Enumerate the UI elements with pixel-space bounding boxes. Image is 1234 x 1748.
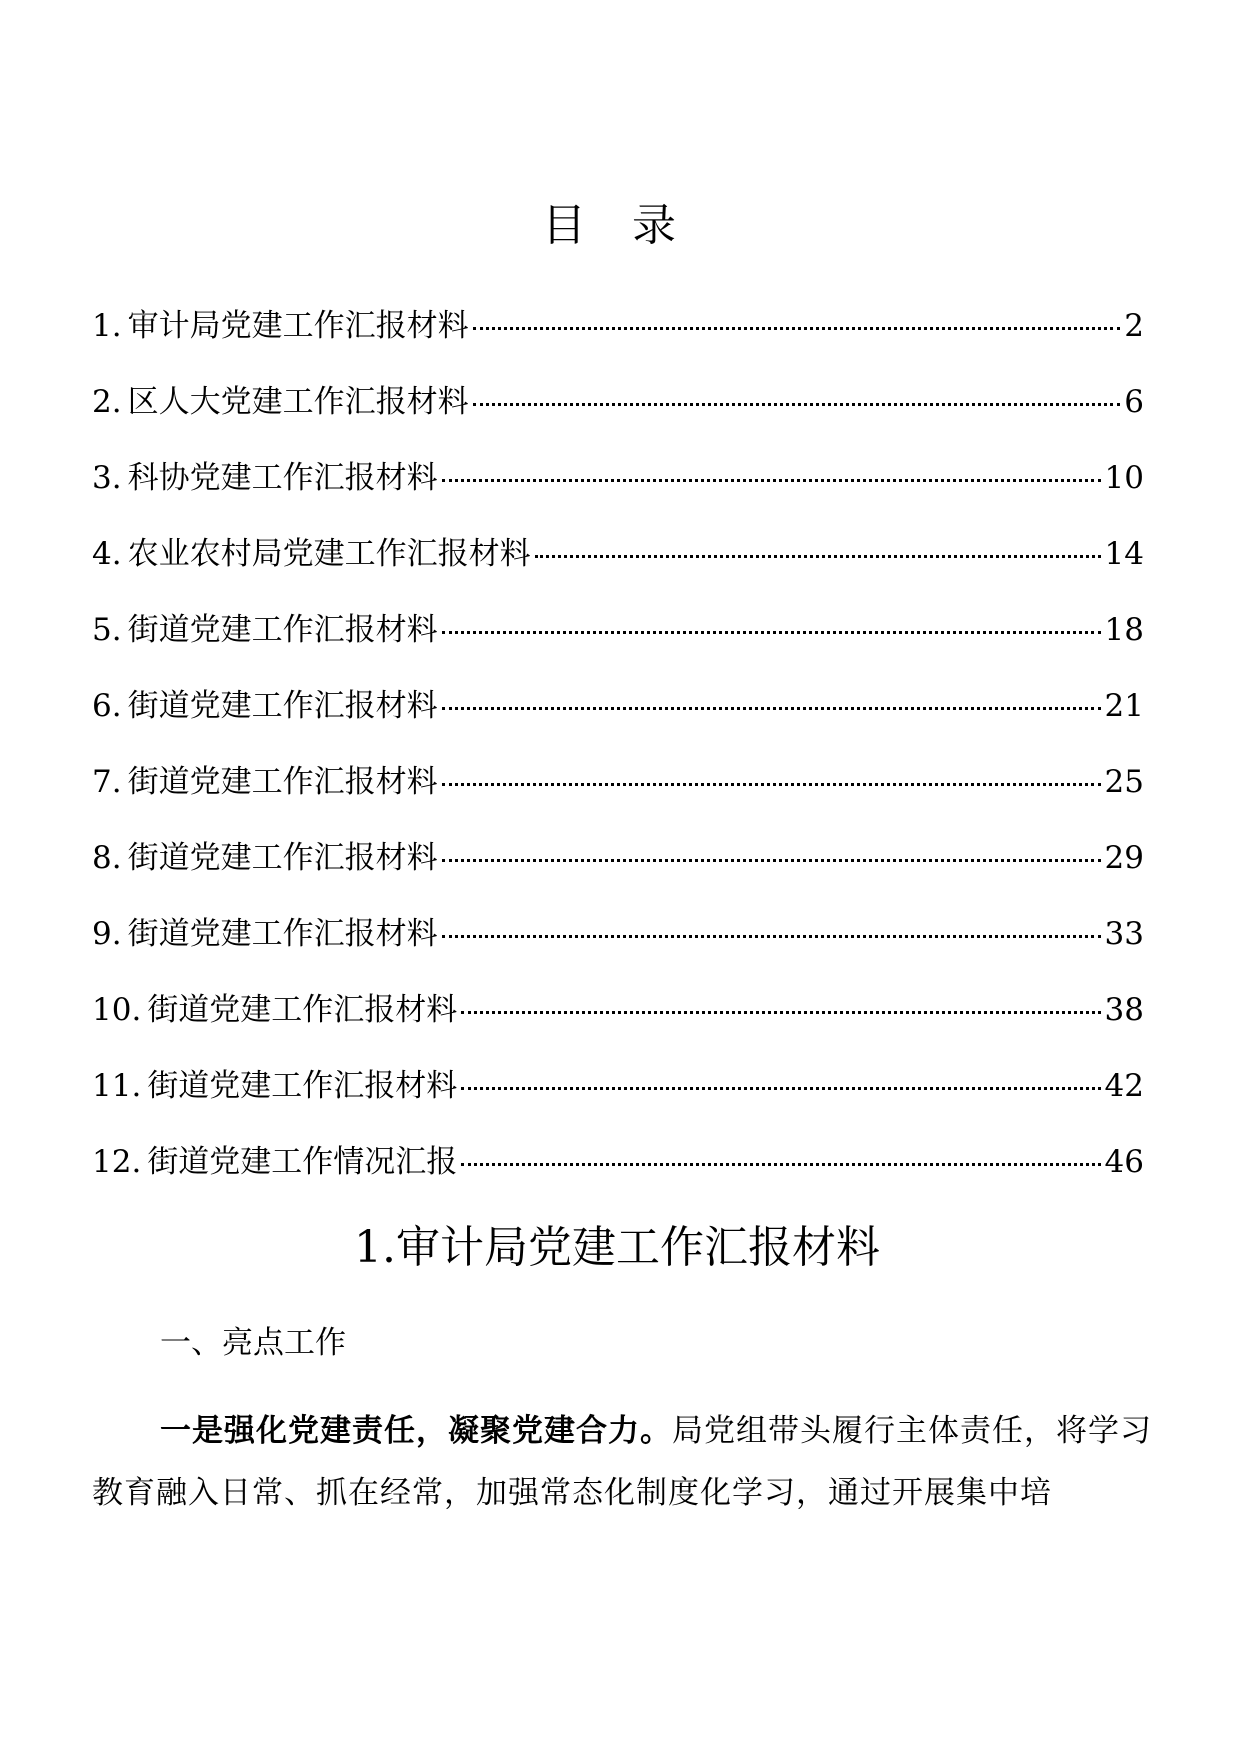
toc-entry-number: 1. [92,308,122,344]
toc-entry[interactable] [92,452,1144,528]
toc-dot-leader [461,1087,1100,1090]
toc-entry[interactable] [92,984,1144,1060]
toc-entry-page: 21 [1104,688,1144,724]
toc-dot-leader [461,1011,1100,1014]
toc-entry[interactable] [92,604,1144,680]
toc-entry-number: 4. [92,536,122,572]
toc-entry-page: 18 [1104,612,1144,648]
toc-entry-page: 29 [1104,840,1144,876]
toc-entry[interactable] [92,1060,1144,1136]
toc-entry[interactable] [92,300,1144,376]
toc-entry-title: 街道党建工作汇报材料 [147,1068,458,1104]
toc-entry[interactable] [92,756,1144,832]
paragraph-lead: 一是强化党建责任，凝聚党建合力。 [160,1413,672,1449]
toc-entry-page: 2 [1124,308,1144,344]
toc-entry-title: 街道党建工作汇报材料 [127,688,438,724]
toc-dot-leader [473,403,1121,406]
toc-entry-number: 5. [92,612,122,648]
toc-entry-title: 审计局党建工作汇报材料 [127,308,469,344]
toc-entry[interactable] [92,528,1144,604]
toc-entry-number: 10. [92,992,142,1028]
toc-dot-leader [535,555,1101,558]
toc-entry-number: 8. [92,840,122,876]
section-title: 审计局党建工作汇报材料 [395,1222,880,1273]
toc-entry-number: 6. [92,688,122,724]
toc-entry[interactable] [92,832,1144,908]
toc-entry-number: 9. [92,916,122,952]
toc-entry-number: 3. [92,460,122,496]
toc-entry-title: 街道党建工作汇报材料 [147,992,458,1028]
toc-entry-page: 10 [1104,460,1144,496]
toc-entry-number: 2. [92,384,122,420]
toc-entry-title: 农业农村局党建工作汇报材料 [127,536,531,572]
toc-entry[interactable] [92,680,1144,756]
toc-entry-page: 46 [1104,1144,1144,1180]
sub-heading: 一、亮点工作 [160,1325,346,1361]
toc-entry-page: 25 [1104,764,1144,800]
toc-entry-page: 6 [1124,384,1144,420]
section-heading [0,1218,1234,1278]
toc-dot-leader [442,707,1101,710]
paragraph-text: 局党组带头履行主体责任，将学习教育融入日常、抓在经常，加强常态化制度化学习，通过开展集中培 [92,1413,1152,1511]
toc-entry[interactable] [92,376,1144,452]
toc-dot-leader [461,1163,1100,1166]
toc-dot-leader [442,631,1101,634]
section-number: 1. [354,1222,396,1273]
toc-dot-leader [442,935,1101,938]
toc-dot-leader [442,783,1101,786]
toc-entry-title: 街道党建工作汇报材料 [127,916,438,952]
toc-entry[interactable] [92,908,1144,984]
toc-entry-title: 街道党建工作汇报材料 [127,612,438,648]
toc-list [92,300,1144,1212]
toc-entry-page: 33 [1104,916,1144,952]
body-paragraph [92,1400,1182,1524]
toc-dot-leader [442,479,1101,482]
toc-entry-title: 街道党建工作汇报材料 [127,840,438,876]
toc-dot-leader [442,859,1101,862]
toc-entry-title: 科协党建工作汇报材料 [127,460,438,496]
toc-entry[interactable] [92,1136,1144,1212]
toc-entry-title: 街道党建工作汇报材料 [127,764,438,800]
toc-title: 目 录 [542,200,692,251]
toc-entry-page: 42 [1104,1068,1144,1104]
toc-entry-page: 14 [1104,536,1144,572]
toc-entry-title: 街道党建工作情况汇报 [147,1144,458,1180]
toc-entry-title: 区人大党建工作汇报材料 [127,384,469,420]
toc-entry-number: 7. [92,764,122,800]
toc-entry-number: 11. [92,1068,142,1104]
toc-entry-number: 12. [92,1144,142,1180]
toc-entry-page: 38 [1104,992,1144,1028]
toc-dot-leader [473,327,1121,330]
